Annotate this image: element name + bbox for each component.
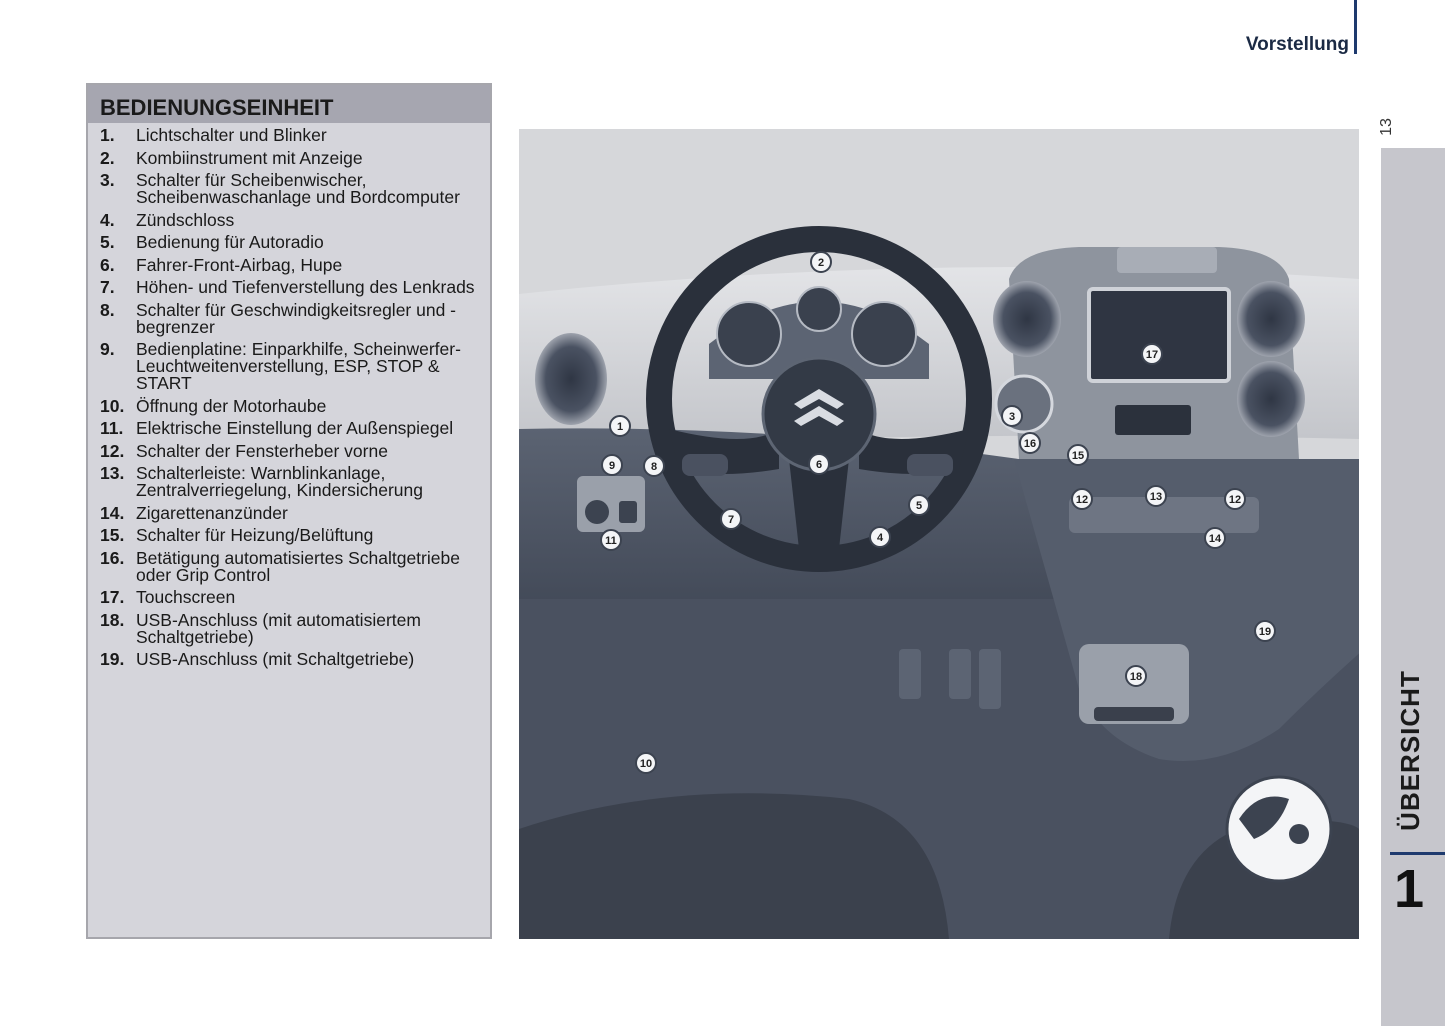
legend-item-number: 5.: [100, 232, 115, 252]
callout-label: 2: [817, 257, 825, 269]
pedal: [899, 649, 921, 699]
legend-item-text: Höhen- und Tiefenverstellung des Lenkrads: [136, 277, 475, 297]
legend-item-number: 14.: [100, 502, 125, 523]
callout-marker: [1225, 489, 1245, 509]
callout-label: 4: [876, 532, 884, 544]
callout-label: 15: [1071, 450, 1085, 462]
legend-item-text: Schalter für Heizung/Belüftung: [136, 525, 374, 545]
legend-item-text: Öffnung der Motorhaube: [136, 395, 327, 416]
legend-item-number: 11.: [100, 418, 124, 438]
legend-item-number: 1.: [100, 125, 115, 145]
legend-item: [100, 147, 490, 168]
dashboard-illustration: [519, 129, 1359, 939]
callout-label: 17: [1145, 349, 1159, 361]
legend-item-number: 13.: [100, 463, 125, 483]
callout-marker: [811, 252, 831, 272]
legend-item: [100, 502, 490, 523]
legend-item: [100, 209, 490, 230]
legend-item: [100, 395, 490, 416]
callout-label: 18: [1129, 671, 1143, 683]
callout-label: 12: [1075, 494, 1089, 506]
legend-item-text: Schalterleiste: Warnblinkanlage, Zentralverriegelung, Kindersicherung: [136, 463, 423, 500]
audio-control-buttons: [907, 454, 953, 476]
legend-item: [100, 609, 490, 647]
legend-item-text: Kombiinstrument mit Anzeige: [136, 147, 363, 168]
callout-label: 16: [1023, 438, 1037, 450]
callout-marker: [644, 456, 664, 476]
legend-item-text: Lichtschalter und Blinker: [136, 125, 327, 145]
callout-label: 6: [815, 459, 823, 471]
fuel-gauge: [797, 287, 841, 331]
legend-item: [100, 279, 490, 296]
callout-label: 19: [1258, 626, 1272, 638]
callout-label: 10: [639, 758, 653, 770]
legend-item-number: 15.: [100, 525, 125, 545]
callout-marker: [610, 416, 630, 436]
legend-item-number: 3.: [100, 170, 115, 190]
legend-item-number: 9.: [100, 339, 115, 359]
callout-marker: [1068, 445, 1088, 465]
legend-item-number: 6.: [100, 254, 115, 275]
chapter-number: 1: [1393, 859, 1425, 919]
legend-item-number: 10.: [100, 395, 125, 416]
legend-item-text: Fahrer-Front-Airbag, Hupe: [136, 254, 343, 275]
callout-marker: [1126, 666, 1146, 686]
callout-marker: [1255, 621, 1275, 641]
callout-marker: [601, 530, 621, 550]
callout-marker: [1072, 489, 1092, 509]
legend-item-number: 7.: [100, 277, 115, 297]
section-title: Vorstellung: [1245, 34, 1349, 55]
legend-item: [100, 589, 490, 606]
legend-item: [100, 440, 490, 461]
chapter-tab-label: ÜBERSICHT: [1394, 669, 1425, 831]
touchscreen: [1089, 289, 1229, 381]
callout-label: 3: [1008, 411, 1016, 423]
callout-marker: [1205, 528, 1225, 548]
left-air-vent: [535, 333, 607, 425]
legend-item-text: Bedienplatine: Einparkhilfe, Scheinwerfer-Leuchtweitenverstellung, ESP, STOP & START: [136, 339, 461, 393]
legend-item-text: Betätigung automatisiertes Schaltgetriebe oder Grip Control: [136, 547, 460, 585]
callout-marker: [1142, 344, 1162, 364]
callout-label: 5: [915, 500, 923, 512]
callout-label: 7: [727, 514, 735, 526]
legend-item-text: Schalter für Geschwindigkeitsregler und -begrenzer: [136, 299, 457, 337]
legend-item: [100, 420, 490, 437]
callout-label: 14: [1208, 533, 1222, 545]
legend-item-number: 16.: [100, 547, 125, 568]
pedal: [949, 649, 971, 699]
center-left-air-vent: [993, 281, 1061, 357]
callout-marker: [1146, 486, 1166, 506]
legend-item-number: 12.: [100, 440, 125, 461]
legend-item: [100, 527, 490, 544]
legend-item-text: Zigarettenanzünder: [136, 502, 288, 523]
callout-marker: [1020, 433, 1040, 453]
legend-item-text: USB-Anschluss (mit automatisiertem Schaltgetriebe): [136, 609, 421, 647]
chapter-tab-divider: [1390, 852, 1445, 855]
legend-item: [100, 299, 490, 337]
callout-marker: [721, 509, 741, 529]
legend-item: [100, 127, 490, 144]
tachometer: [852, 302, 916, 366]
hazard-button-bar: [1117, 247, 1217, 273]
legend-item-text: Touchscreen: [136, 587, 236, 607]
legend-item-number: 2.: [100, 147, 115, 168]
legend-item: [100, 465, 490, 499]
legend-item: [100, 172, 490, 206]
legend-item: [100, 254, 490, 275]
legend-list: [88, 123, 490, 668]
legend-item: [100, 234, 490, 251]
callout-marker: [870, 527, 890, 547]
legend-item-number: 8.: [100, 299, 115, 320]
callout-marker: [909, 495, 929, 515]
cruise-control-buttons: [682, 454, 728, 476]
dashboard-drawing: [519, 129, 1359, 939]
legend-item-number: 19.: [100, 649, 125, 669]
pedal: [979, 649, 1001, 709]
legend-item-text: Bedienung für Autoradio: [136, 232, 324, 252]
legend-item: [100, 547, 490, 585]
callout-label: 12: [1228, 494, 1242, 506]
climate-display: [1115, 405, 1191, 435]
legend-item-number: 18.: [100, 609, 125, 630]
chapter-tab-label-wrap: [1385, 650, 1435, 850]
legend-item-text: Schalter der Fensterheber vorne: [136, 440, 388, 461]
speedometer: [717, 302, 781, 366]
callout-marker: [1002, 406, 1022, 426]
callout-label: 9: [608, 460, 616, 472]
header-accent-bar: [1354, 0, 1357, 54]
driver-position-badge-icon: [1227, 777, 1331, 881]
legend-item: [100, 651, 490, 668]
callout-marker: [809, 454, 829, 474]
callout-label: 8: [650, 461, 658, 473]
page-number: 13: [1378, 118, 1395, 136]
callout-label: 13: [1149, 491, 1163, 503]
callout-marker: [602, 455, 622, 475]
right-air-vent: [1237, 361, 1305, 437]
legend-item-text: Zündschloss: [136, 209, 235, 230]
callout-label: 1: [616, 421, 624, 433]
driver-seat: [519, 793, 949, 939]
legend-item-number: 17.: [100, 587, 125, 607]
legend-item-text: Schalter für Scheibenwischer, Scheibenwaschanlage und Bordcomputer: [136, 170, 460, 207]
callout-label: 11: [605, 535, 617, 547]
legend-item-text: Elektrische Einstellung der Außenspiegel: [136, 418, 454, 438]
center-right-air-vent: [1237, 281, 1305, 357]
controls-legend-panel: [86, 83, 492, 939]
legend-item-number: 4.: [100, 209, 115, 230]
legend-item: [100, 341, 490, 392]
panel-title: BEDIENUNGSEINHEIT: [88, 85, 490, 123]
legend-item-text: USB-Anschluss (mit Schaltgetriebe): [136, 649, 415, 669]
callout-marker: [636, 753, 656, 773]
